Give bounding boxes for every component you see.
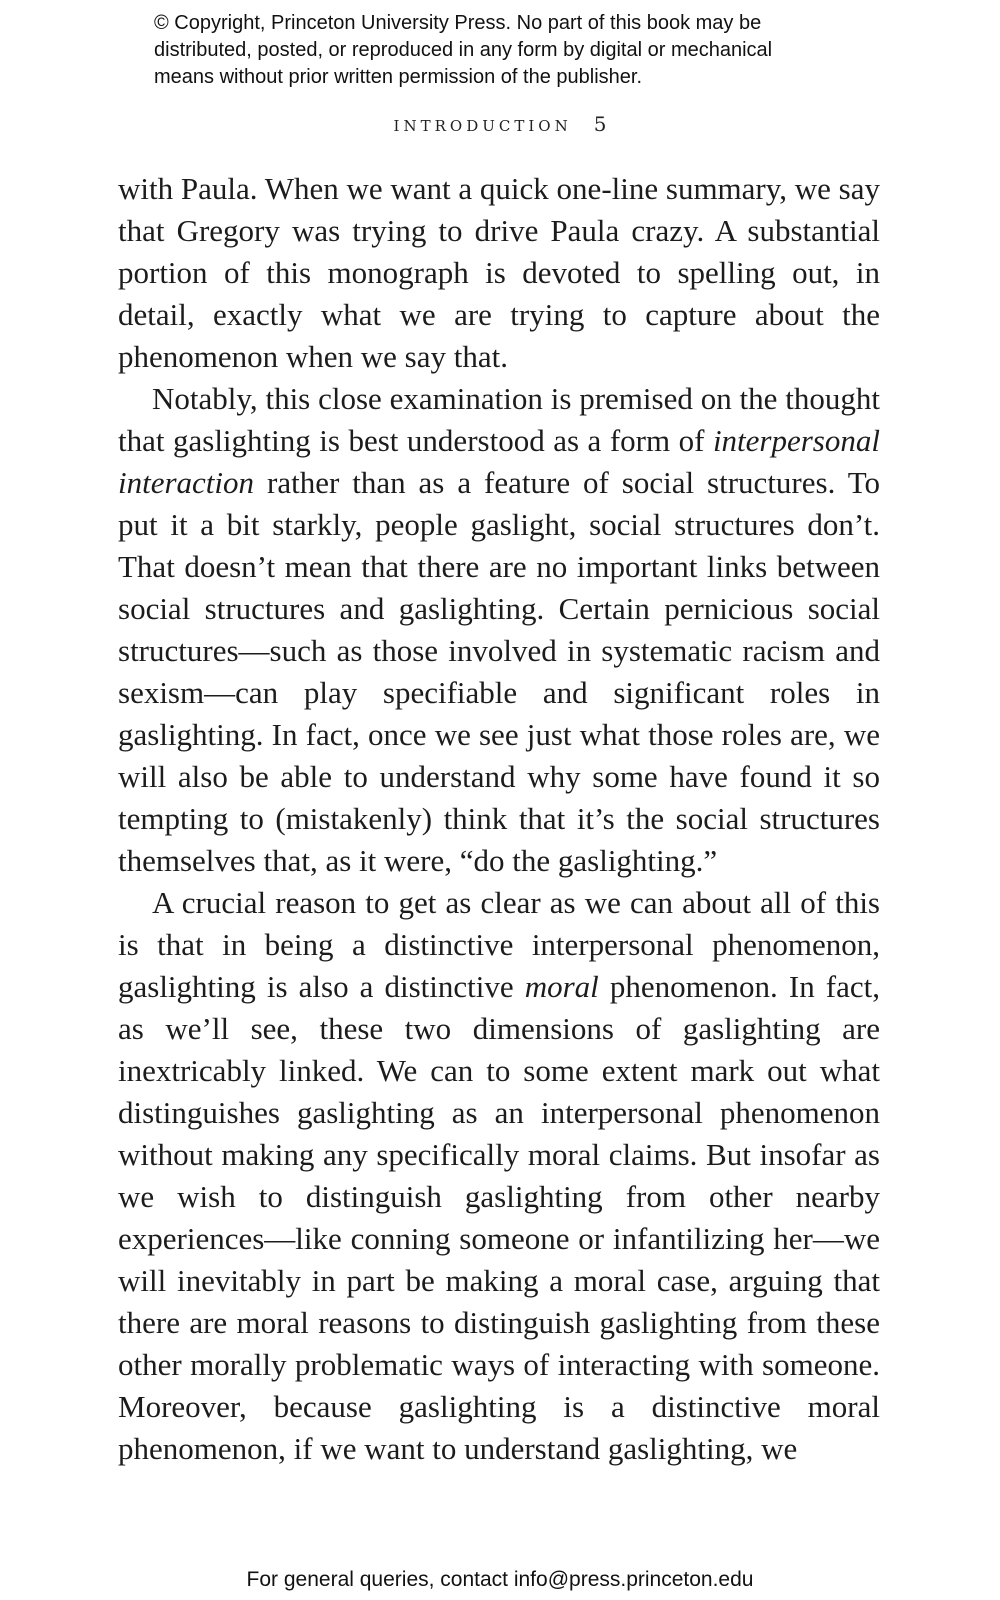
copyright-line: means without prior written permission of the publisher. xyxy=(154,66,643,88)
text-run: rather than as a feature of social structures. To put it a bit starkly, people gaslight, social structures don’t. That doesn’t mean that there are no important links between social structures and gaslighting. Certain pernicious social structures—such as those involved in systematic racism and sexism—can play specifiable and significant roles in gaslighting. In fact, once we see just what those roles are, we will also be able to understand why some have found it so tempting to (mistakenly) think that it’s the social structures themselves that, as it were, “do the gaslighting.” xyxy=(118,465,880,878)
copyright-line: © Copyright, Princeton University Press. No part of this book may be xyxy=(154,12,762,34)
chapter-title: INTRODUCTION xyxy=(393,117,572,135)
page-number: 5 xyxy=(593,112,607,136)
running-head xyxy=(0,112,1000,136)
paragraph xyxy=(118,378,880,882)
paragraph xyxy=(118,882,880,1470)
text-run: Notably, this close examination is premised on the thought that gaslighting is best understood as a form of xyxy=(118,381,880,458)
body-text xyxy=(118,168,880,1470)
copyright-line: distributed, posted, or reproduced in any form by digital or mechanical xyxy=(154,39,773,61)
text-run: phenomenon. In fact, as we’ll see, these two dimensions of gaslighting are inextricably linked. We can to some extent mark out what distinguishes gaslighting as an interpersonal phenomenon without making any specifically moral claims. But insofar as we wish to distinguish gaslighting from other nearby experiences—like conning someone or infantilizing her—we will inevitably in part be making a moral case, arguing that there are moral reasons to distinguish gaslighting from these other morally problematic ways of interacting with someone. Moreover, because gaslighting is a distinctive moral phenomenon, if we want to understand gaslighting, we xyxy=(118,969,880,1466)
italic-text: interpersonal interaction xyxy=(118,423,880,500)
text-run: A crucial reason to get as clear as we can about all of this is that in being a distinctive interpersonal phenomenon, gaslighting is also a distinctive xyxy=(118,885,880,1004)
italic-text: moral xyxy=(524,969,599,1004)
footer-contact: For general queries, contact info@press.princeton.edu xyxy=(246,1568,754,1591)
copyright-notice xyxy=(154,10,874,91)
paragraph: with Paula. When we want a quick one-line summary, we say that Gregory was trying to drive Paula crazy. A substantial portion of this monograph is devoted to spelling out, in detail, exactly what we are trying to capture about the phenomenon when we say that. xyxy=(118,171,880,374)
